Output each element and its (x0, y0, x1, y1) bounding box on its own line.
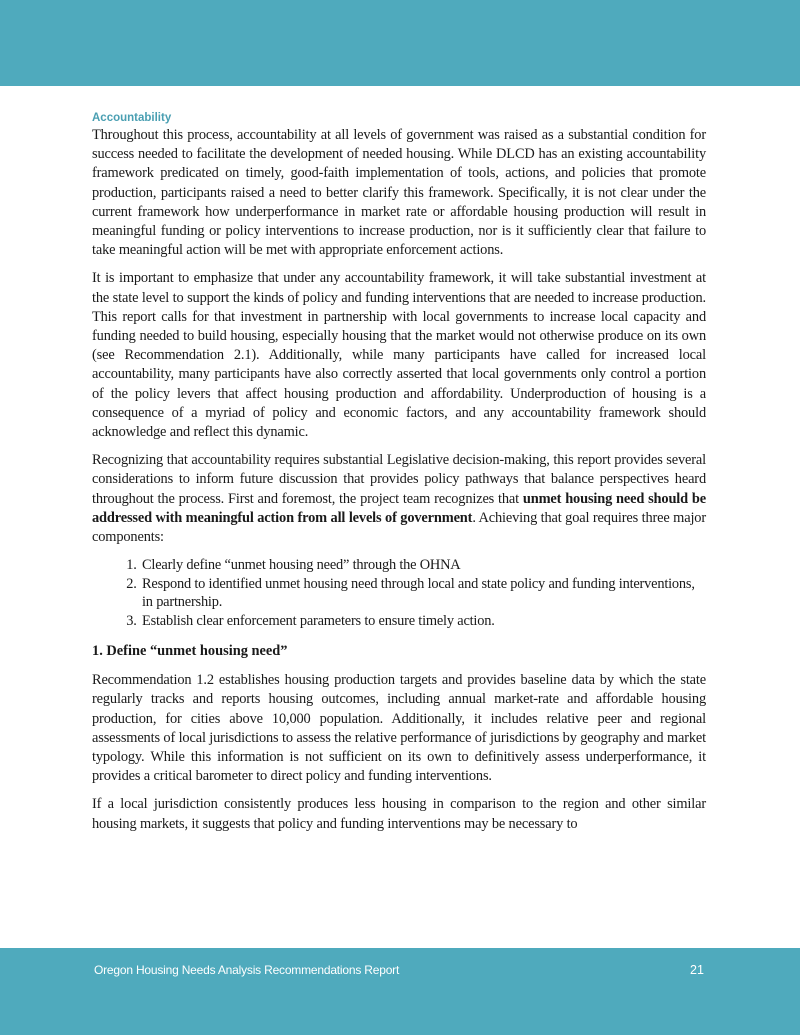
list-item: 3. Establish clear enforcement parameters to ensure timely action. (140, 612, 706, 631)
subheading-define-need: 1. Define “unmet housing need” (92, 643, 288, 660)
paragraph-state-investment: It is important to emphasize that under any accountability framework, it will take substantial investment at the state level to support the kinds of policy and funding interventions that are needed to increase production. This report calls for that investment in partnership with local governments to increase local capacity and funding needed to build housing, especially housing that the market would not otherwise produce on its own (see Recommendation 2.1). Additionally, while many participants have called for increased local accountability, many participants have also correctly asserted that local governments only control a portion of the policy levers that affect housing production and affordability. Underproduction of housing is a consequence of a myriad of policy and economic factors, and any accountability framework should acknowledge and reflect this dynamic. (92, 270, 706, 441)
footer-report-title: Oregon Housing Needs Analysis Recommendations Report (94, 963, 400, 977)
header-band (0, 0, 800, 86)
paragraph-local-jurisdiction: If a local jurisdiction consistently produces less housing in comparison to the region and other similar housing markets, it suggests that policy and funding interventions may be necessary to (92, 796, 706, 832)
paragraph-text: Recognizing that accountability requires substantial Legislative decision-making, this report provides several considerations to inform future discussion that provides policy pathways that balance perspectives heard throughout the process. First and foremost, the project team recognizes that (92, 452, 706, 507)
page-number: 21 (690, 963, 704, 977)
footer-band (0, 948, 800, 1035)
bold-emphasis: unmet housing need should be addressed with meaningful action from all levels of government (92, 490, 706, 526)
paragraph-recommendation-1-2: Recommendation 1.2 establishes housing production targets and provides baseline data by which the state regularly tracks and reports housing outcomes, including annual market-rate and affordable housing production, for cities above 10,000 population. Additionally, it includes relative peer and regional assessments of local jurisdictions to assess the relative performance of jurisdictions by geography and market typology. While this information is not sufficient on its own to definitively assess underperformance, it provides a critical barometer to direct policy and funding interventions. (92, 672, 706, 785)
list-item: 1. Clearly define “unmet housing need” through the OHNA (140, 556, 706, 575)
paragraph-text: . Achieving that goal requires three major components: (92, 509, 706, 546)
paragraph-recognizing (92, 451, 706, 547)
list-item: 2. Respond to identified unmet housing need through local and state policy and funding interventions, in partnership. (140, 575, 706, 612)
page-content (92, 110, 706, 843)
paragraph-accountability-intro: Throughout this process, accountability at all levels of government was raised as a substantial condition for success needed to facilitate the development of needed housing. While DLCD has an existing accountability framework predicated on timely, good-faith implementation of tools, actions, and policies that promote production, participants raised a need to better clarify this framework. Specifically, it is not clear under the current framework how underperformance in market rate or affordable housing production will result in meaningful funding or policy interventions to increase production, nor is it sufficiently clear that failure to take meaningful action will be met with appropriate enforcement actions. (92, 127, 706, 259)
section-heading: Accountability (92, 112, 172, 124)
components-list (92, 556, 706, 630)
